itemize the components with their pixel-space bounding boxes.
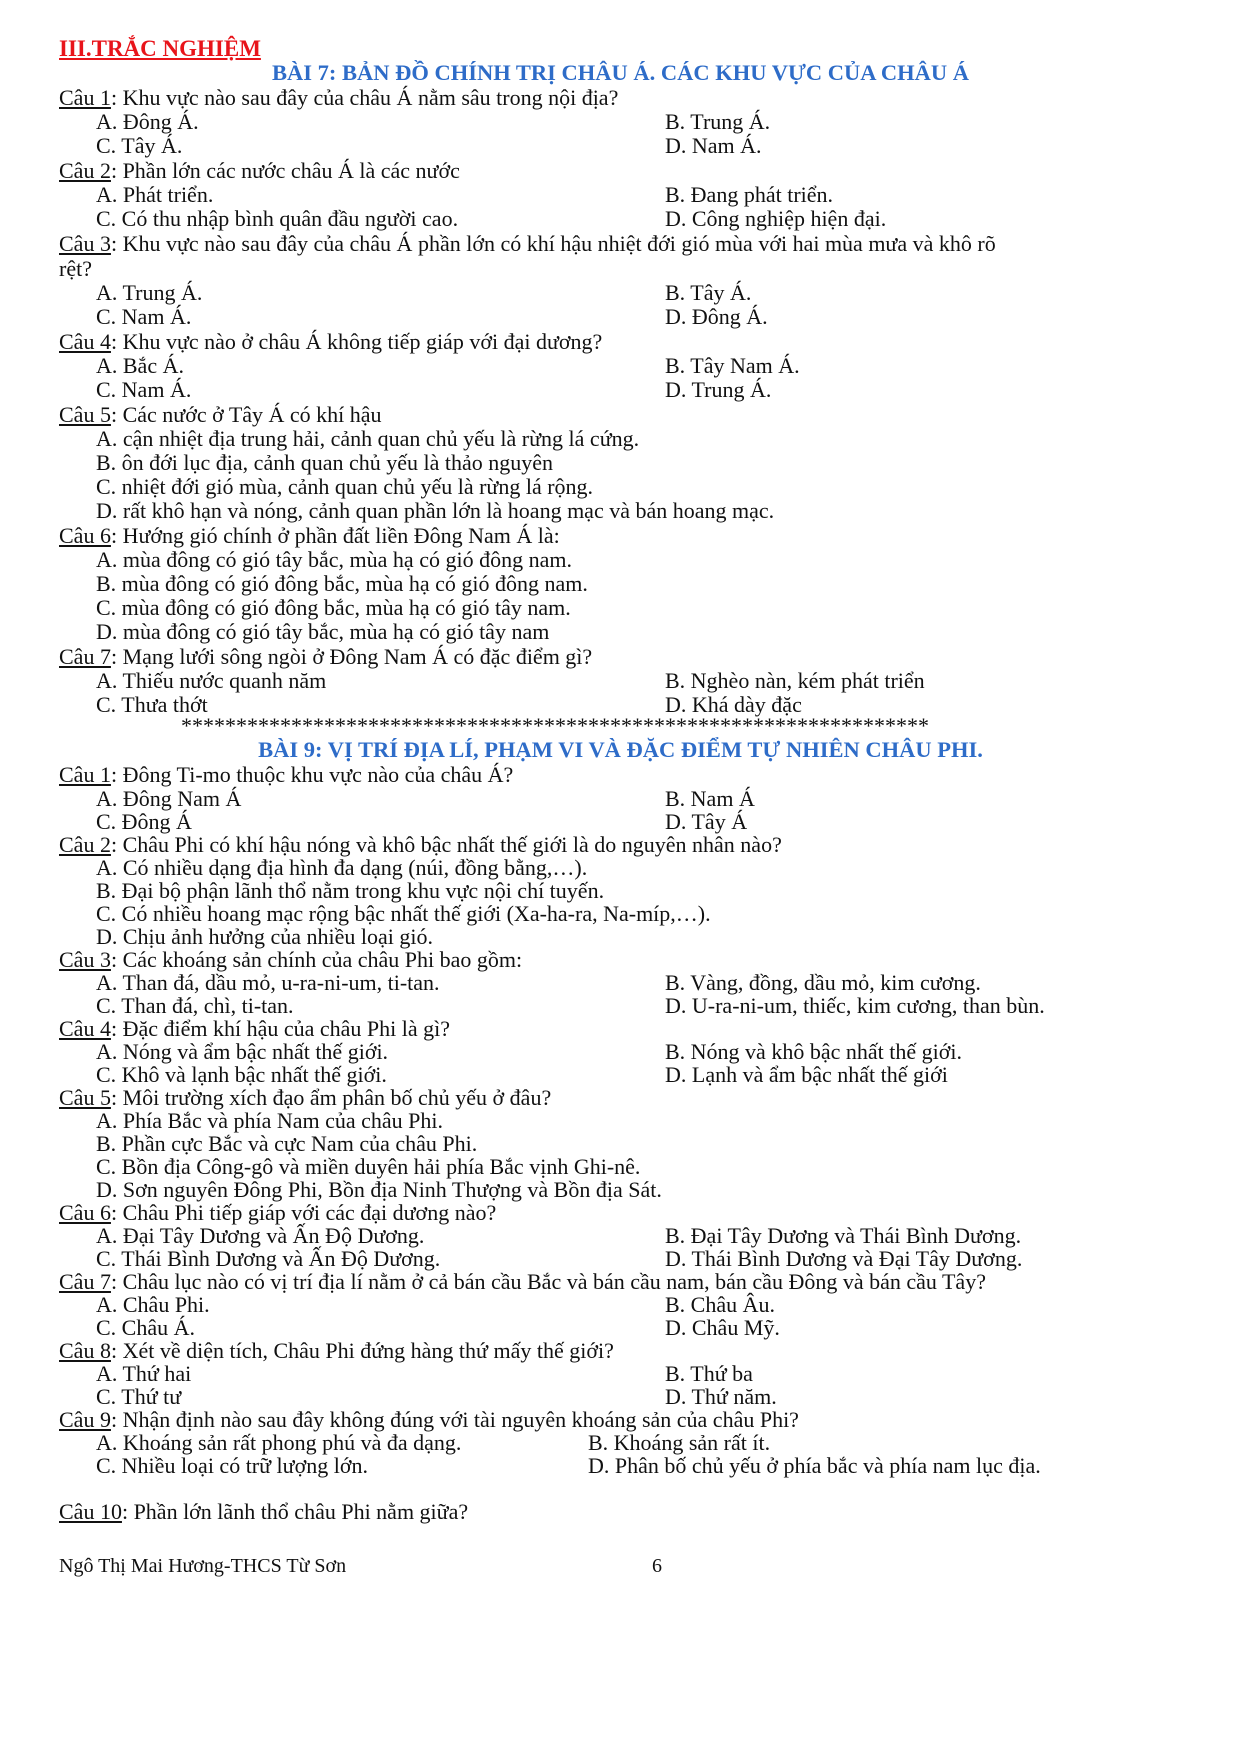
footer-author: Ngô Thị Mai Hương-THCS Từ Sơn	[59, 1555, 347, 1577]
question-number: Câu 2	[59, 158, 111, 183]
option-c: C. Tây Á.	[96, 133, 183, 158]
option-d: D. Khá dày đặc	[665, 692, 802, 717]
option-b: B. Khoáng sản rất ít.	[588, 1430, 771, 1455]
question-text: : Môi trường xích đạo ẩm phân bố chủ yếu ở đâu?	[110, 1085, 552, 1110]
option-b: B. Trung Á.	[665, 109, 771, 134]
separator: ********************************************************************	[181, 713, 929, 738]
option-b: B. Nóng và khô bậc nhất thế giới.	[665, 1039, 962, 1064]
question	[59, 762, 513, 788]
question-number: Câu 7	[59, 644, 111, 669]
option-a: A. mùa đông có gió tây bắc, mùa hạ có gió đông nam.	[96, 547, 572, 572]
option-d: D. Lạnh và ẩm bậc nhất thế giới	[665, 1062, 948, 1087]
option-c: C. Nam Á.	[96, 304, 192, 329]
question-number: Câu 10	[59, 1499, 122, 1524]
option-c: C. Có thu nhập bình quân đầu người cao.	[96, 206, 459, 231]
option-b: B. Nghèo nàn, kém phát triển	[665, 668, 925, 693]
option-a: A. Có nhiều dạng địa hình đa dạng (núi, đồng bằng,…).	[96, 855, 588, 880]
question-number: Câu 6	[59, 523, 111, 548]
option-a: A. Đông Á.	[96, 109, 199, 134]
option-c: C. Châu Á.	[96, 1315, 195, 1340]
section-title: III.TRẮC NGHIỆM	[59, 36, 261, 61]
option-b: B. Châu Âu.	[665, 1292, 775, 1317]
question-number: Câu 5	[59, 402, 111, 427]
question-number: Câu 7	[59, 1269, 111, 1294]
question-text: : Khu vực nào ở châu Á không tiếp giáp với đại dương?	[110, 329, 603, 354]
option-d: D. Sơn nguyên Đông Phi, Bồn địa Ninh Thượng và Bồn địa Sát.	[96, 1177, 662, 1202]
option-d: D. Thái Bình Dương và Đại Tây Dương.	[665, 1246, 1023, 1271]
question-number: Câu 6	[59, 1200, 111, 1225]
question-number: Câu 4	[59, 329, 111, 354]
option-a: A. Phía Bắc và phía Nam của châu Phi.	[96, 1108, 444, 1133]
option-b: B. Đang phát triển.	[665, 182, 834, 207]
option-c: C. Thứ tư	[96, 1384, 182, 1409]
option-c: C. Than đá, chì, ti-tan.	[96, 993, 294, 1018]
question-number: Câu 1	[59, 85, 111, 110]
option-a: A. Thiếu nước quanh năm	[96, 668, 327, 693]
option-b: B. Đại Tây Dương và Thái Bình Dương.	[665, 1223, 1022, 1248]
question	[59, 85, 618, 111]
question	[59, 158, 460, 184]
question-number: Câu 4	[59, 1016, 111, 1041]
option-a: A. Châu Phi.	[96, 1292, 210, 1317]
option-d: D. Trung Á.	[665, 377, 772, 402]
option-b: B. Thứ ba	[665, 1361, 753, 1386]
option-d: D. U-ra-ni-um, thiếc, kim cương, than bùn.	[665, 993, 1045, 1018]
question	[59, 402, 382, 428]
option-b: B. mùa đông có gió đông bắc, mùa hạ có gió đông nam.	[96, 571, 588, 596]
question-text: : Các nước ở Tây Á có khí hậu	[110, 402, 382, 427]
question-text: : Mạng lưới sông ngòi ở Đông Nam Á có đặc điểm gì?	[110, 644, 593, 669]
option-b: B. Tây Nam Á.	[665, 353, 800, 378]
question-text-continued: rệt?	[59, 256, 92, 281]
question-number: Câu 1	[59, 762, 111, 787]
option-a: A. Thứ hai	[96, 1361, 192, 1386]
option-d: D. mùa đông có gió tây bắc, mùa hạ có gió tây nam	[96, 619, 550, 644]
question	[59, 1499, 468, 1525]
option-d: D. Phân bố chủ yếu ở phía bắc và phía nam lục địa.	[588, 1453, 1041, 1478]
question-text: : Các khoáng sản chính của châu Phi bao gồm:	[110, 947, 523, 972]
option-c: C. Thái Bình Dương và Ấn Độ Dương.	[96, 1246, 441, 1271]
option-d: D. Đông Á.	[665, 304, 768, 329]
question	[59, 644, 592, 670]
question-number: Câu 9	[59, 1407, 111, 1432]
option-d: D. Chịu ảnh hưởng của nhiều loại gió.	[96, 924, 434, 949]
option-d: D. Thứ năm.	[665, 1384, 777, 1409]
question	[59, 329, 602, 355]
option-d: D. Tây Á	[665, 809, 748, 834]
option-a: A. Đại Tây Dương và Ấn Độ Dương.	[96, 1223, 425, 1248]
question-number: Câu 3	[59, 231, 111, 256]
option-b: B. Đại bộ phận lãnh thổ nằm trong khu vực nội chí tuyến.	[96, 878, 605, 903]
option-a: A. cận nhiệt địa trung hải, cảnh quan chủ yếu là rừng lá cứng.	[96, 426, 640, 451]
question-text: : Phần lớn các nước châu Á là các nước	[110, 158, 460, 183]
option-b: B. Vàng, đồng, dầu mỏ, kim cương.	[665, 970, 981, 995]
question-text: : Hướng gió chính ở phần đất liền Đông Nam Á là:	[110, 523, 560, 548]
option-c: C. Thưa thớt	[96, 692, 208, 717]
option-b: B. ôn đới lục địa, cảnh quan chủ yếu là thảo nguyên	[96, 450, 554, 475]
option-a: A. Bắc Á.	[96, 353, 184, 378]
option-a: A. Than đá, dầu mỏ, u-ra-ni-um, ti-tan.	[96, 970, 440, 995]
option-a: A. Khoáng sản rất phong phú và đa dạng.	[96, 1430, 462, 1455]
option-d: D. Châu Mỹ.	[665, 1315, 780, 1340]
option-c: C. Có nhiều hoang mạc rộng bậc nhất thế giới (Xa-ha-ra, Na-míp,…).	[96, 901, 711, 926]
option-b: B. Phần cực Bắc và cực Nam của châu Phi.	[96, 1131, 478, 1156]
question-text: : Xét về diện tích, Châu Phi đứng hàng thứ mấy thế giới?	[110, 1338, 614, 1363]
option-a: A. Phát triển.	[96, 182, 214, 207]
lesson7-title: BÀI 7: BẢN ĐỒ CHÍNH TRỊ CHÂU Á. CÁC KHU VỰC CỦA CHÂU Á	[271, 60, 970, 85]
question-number: Câu 3	[59, 947, 111, 972]
lesson9-title: BÀI 9: VỊ TRÍ ĐỊA LÍ, PHẠM VI VÀ ĐẶC ĐIỂM TỰ NHIÊN CHÂU PHI.	[258, 737, 983, 762]
question-text: : Đặc điểm khí hậu của châu Phi là gì?	[110, 1016, 451, 1041]
question-text: : Châu Phi tiếp giáp với các đại dương nào?	[110, 1200, 497, 1225]
option-d: D. Công nghiệp hiện đại.	[665, 206, 887, 231]
option-a: A. Nóng và ẩm bậc nhất thế giới.	[96, 1039, 389, 1064]
page-number: 6	[652, 1555, 662, 1577]
option-c: C. Nam Á.	[96, 377, 192, 402]
option-c: C. Đông Á	[96, 809, 192, 834]
question	[59, 523, 560, 549]
option-c: C. Khô và lạnh bậc nhất thế giới.	[96, 1062, 387, 1087]
question-number: Câu 2	[59, 832, 111, 857]
option-c: C. Bồn địa Công-gô và miền duyên hải phía Bắc vịnh Ghi-nê.	[96, 1154, 641, 1179]
question-text: : Châu Phi có khí hậu nóng và khô bậc nhất thế giới là do nguyên nhân nào?	[110, 832, 782, 857]
question-text: : Nhận định nào sau đây không đúng với tài nguyên khoáng sản của châu Phi?	[110, 1407, 799, 1432]
option-d: D. rất khô hạn và nóng, cảnh quan phần lớn là hoang mạc và bán hoang mạc.	[96, 498, 775, 523]
option-d: D. Nam Á.	[665, 133, 762, 158]
question-text: : Phần lớn lãnh thổ châu Phi nằm giữa?	[121, 1499, 469, 1524]
question-text: : Khu vực nào sau đây của châu Á nằm sâu trong nội địa?	[110, 85, 619, 110]
question	[59, 231, 996, 257]
option-a: A. Đông Nam Á	[96, 786, 242, 811]
option-b: B. Tây Á.	[665, 280, 752, 305]
option-c: C. nhiệt đới gió mùa, cảnh quan chủ yếu là rừng lá rộng.	[96, 474, 594, 499]
option-a: A. Trung Á.	[96, 280, 203, 305]
question-number: Câu 5	[59, 1085, 111, 1110]
option-c: C. Nhiều loại có trữ lượng lớn.	[96, 1453, 368, 1478]
option-c: C. mùa đông có gió đông bắc, mùa hạ có gió tây nam.	[96, 595, 571, 620]
question-text: : Châu lục nào có vị trí địa lí nằm ở cả bán cầu Bắc và bán cầu nam, bán cầu Đông và bán cầu Tây?	[110, 1269, 986, 1294]
question-text: : Đông Ti-mo thuộc khu vực nào của châu Á?	[110, 762, 514, 787]
option-b: B. Nam Á	[665, 786, 755, 811]
question-number: Câu 8	[59, 1338, 111, 1363]
question-text: : Khu vực nào sau đây của châu Á phần lớn có khí hậu nhiệt đới gió mùa với hai mùa mưa và khô rõ	[110, 231, 996, 256]
